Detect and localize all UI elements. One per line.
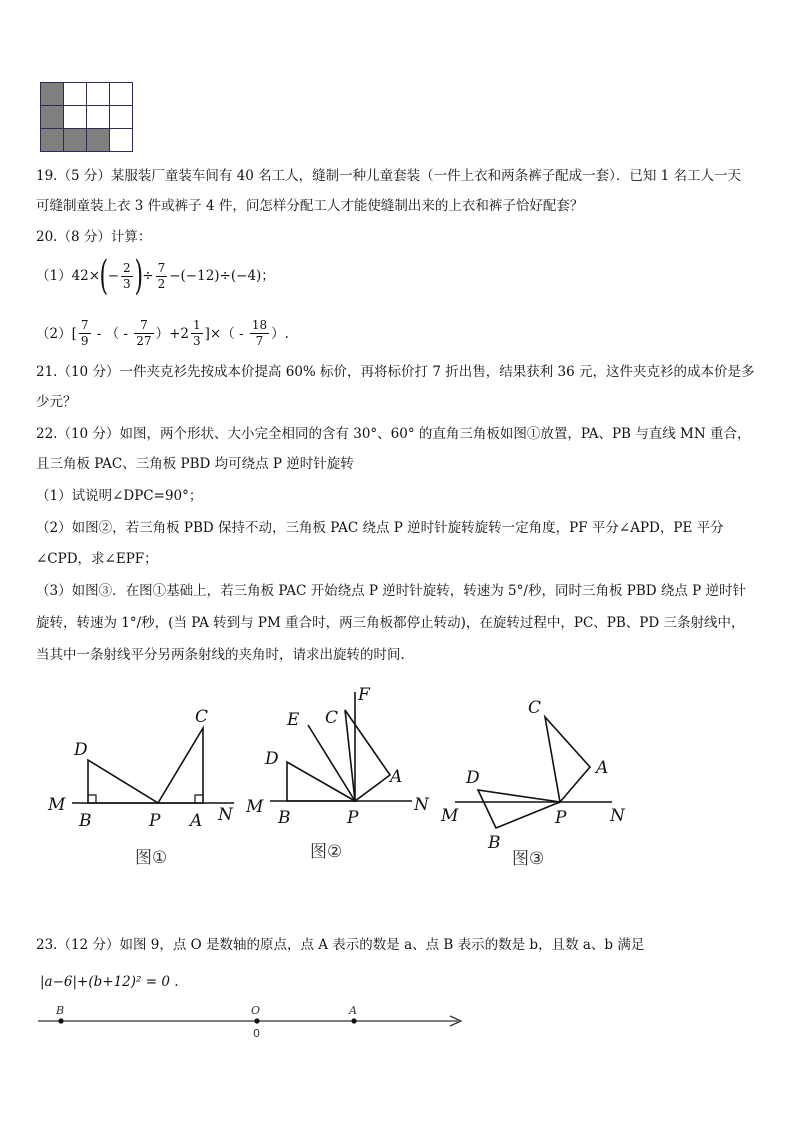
grid-cell bbox=[87, 129, 110, 152]
q22-figures bbox=[0, 680, 794, 880]
fig2-label-e: E bbox=[287, 710, 300, 730]
fig1-label-m: M bbox=[48, 795, 66, 815]
fig3-label-d: D bbox=[466, 768, 480, 788]
fig2-label-a: A bbox=[390, 767, 403, 787]
grid-cell bbox=[110, 129, 133, 152]
fig3-label-m: M bbox=[441, 806, 459, 826]
origin-zero-label: 0 bbox=[253, 1027, 260, 1040]
q20-p2-frac4: $\frac{18}{7}$ bbox=[251, 318, 268, 348]
q22-sub3-line1: （3）如图③．在图①基础上，若三角板 PAC 开始绕点 P 逆时针旋转，转速为 5°/秒，同时三角板 PBD 绕点 P 逆时针 bbox=[36, 583, 747, 599]
fig1-label-b: B bbox=[79, 811, 92, 831]
fig1-triangle-pbd bbox=[88, 760, 158, 803]
fig3-label-a: A bbox=[596, 758, 609, 778]
q22-sub2-line1: （2）如图②，若三角板 PBD 保持不动，三角板 PAC 绕点 P 逆时针旋转旋转一定角度，PF 平分∠APD，PE 平分 bbox=[36, 520, 724, 536]
fig1-label-d: D bbox=[74, 740, 88, 760]
grid-cell bbox=[41, 83, 64, 106]
q20-p1-a: 42× bbox=[71, 268, 101, 284]
point-b bbox=[58, 1018, 63, 1023]
q20-p1-frac1: $\frac{2}{3}$ bbox=[123, 260, 131, 291]
q22-sub3-line2: 旋转，转速为 1°/秒，(当 PA 转到与 PM 重合时，两三角板都停止转动)，在旋转过程中，PC、PB、PD 三条射线中， bbox=[36, 615, 745, 631]
q20-p2-frac1: $\frac{7}{9}$ bbox=[80, 318, 89, 348]
fig1-label-c: C bbox=[195, 707, 209, 727]
q20-p2-b: - （ - bbox=[92, 325, 133, 342]
q23-equation: |a−6|+(b+12)² = 0 . bbox=[40, 974, 179, 990]
q19-line2: 可缝制童装上衣 3 件或裤子 4 件，问怎样分配工人才能使缝制出来的上衣和裤子恰好配套？ bbox=[36, 198, 584, 214]
q20-p2-c: ）+2 bbox=[155, 325, 189, 342]
grid-cell bbox=[64, 106, 87, 129]
point-a-label: A bbox=[349, 1004, 357, 1017]
fig3-triangle-pac bbox=[545, 717, 590, 802]
grid-cell bbox=[41, 129, 64, 152]
q21-line1: 21.（10 分）一件夹克衫先按成本价提高 60% 标价，再将标价打 7 折出售，结果获利 36 元，这件夹克衫的成本价是多 bbox=[36, 364, 755, 380]
q22-line2: 且三角板 PAC、三角板 PBD 均可绕点 P 逆时针旋转 bbox=[36, 456, 354, 472]
fig1-label-a: A bbox=[190, 811, 203, 831]
fig2-label-c: C bbox=[325, 708, 339, 728]
fig3-label-n: N bbox=[610, 806, 625, 826]
grid-cell bbox=[110, 83, 133, 106]
fig1-caption: 图① bbox=[135, 848, 168, 868]
fig2-label-b: B bbox=[278, 808, 291, 828]
fig1-label-p: P bbox=[149, 811, 161, 831]
point-b-label: B bbox=[56, 1004, 65, 1017]
q22-sub3-line3: 当其中一条射线平分另两条射线的夹角时，请求出旋转的时间. bbox=[36, 647, 405, 663]
q20-heading: 20.（8 分）计算： bbox=[36, 229, 152, 245]
number-line bbox=[0, 1000, 794, 1050]
q20-p2-frac3: $\frac{1}{3}$ bbox=[192, 318, 201, 348]
q20-p1-label: （1） bbox=[36, 268, 72, 284]
q23-line1: 23.（12 分）如图 9，点 O 是数轴的原点，点 A 表示的数是 a、点 B 表示的数是 b，且数 a、b 满足 bbox=[36, 937, 645, 953]
shaded-grid bbox=[40, 82, 133, 152]
fig3-label-b: B bbox=[488, 833, 501, 853]
fig2-caption: 图② bbox=[310, 842, 343, 862]
fig2-label-f: F bbox=[358, 685, 370, 705]
q19-line1: 19.（5 分）某服装厂童装车间有 40 名工人，缝制一种儿童套装（一件上衣和两条裤子配成一套）．已知 1 名工人一天 bbox=[36, 168, 742, 184]
grid-cell bbox=[64, 129, 87, 152]
grid-cell bbox=[64, 83, 87, 106]
grid-cell bbox=[110, 106, 133, 129]
q20-p2-e: ）. bbox=[271, 325, 289, 342]
fig3-label-c: C bbox=[528, 698, 542, 718]
grid-cell bbox=[87, 106, 110, 129]
q20-p1-b: ÷ bbox=[142, 268, 154, 284]
q20-p1-frac2: $\frac{7}{2}$ bbox=[157, 260, 166, 291]
grid-cell bbox=[41, 106, 64, 129]
fig1-triangle-pac bbox=[158, 728, 203, 803]
fig2-label-n: N bbox=[414, 795, 429, 815]
q22-line1: 22.（10 分）如图，两个形状、大小完全相同的含有 30°、60° 的直角三角板如图①放置，PA、PB 与直线 MN 重合， bbox=[36, 426, 751, 442]
fig2-triangle-pac bbox=[345, 710, 390, 801]
fig2-triangle-pbd bbox=[287, 762, 355, 801]
fig2-label-p: P bbox=[347, 808, 359, 828]
fig1-label-n: N bbox=[218, 805, 233, 825]
point-o-label: O bbox=[251, 1004, 261, 1017]
fig1-right-angle-a bbox=[195, 795, 203, 803]
fig2-label-m: M bbox=[246, 797, 264, 817]
grid-cell bbox=[87, 83, 110, 106]
q20-p2-frac2: $\frac{7}{27}$ bbox=[136, 318, 152, 348]
q20-part2 bbox=[36, 318, 289, 349]
point-o bbox=[254, 1018, 259, 1023]
fig3-caption: 图③ bbox=[512, 849, 545, 869]
fig2-label-d: D bbox=[265, 749, 279, 769]
q22-sub2-line2: ∠CPD，求∠EPF； bbox=[36, 551, 158, 567]
q22-sub1: （1）试说明∠DPC=90°； bbox=[36, 488, 203, 504]
point-a bbox=[351, 1018, 356, 1023]
q20-part1: （1） 42× ( − $\frac{2}{3}$ ) ÷ $\frac{7}{2}$ −(−12)÷(−4)； bbox=[36, 253, 275, 299]
q21-line2: 少元？ bbox=[36, 394, 77, 410]
q20-p2-d: ]×（ - bbox=[204, 325, 248, 342]
q20-p2-label: （2）[ bbox=[36, 325, 77, 342]
fig3-label-p: P bbox=[555, 808, 567, 828]
q20-p1-c: −(−12)÷(−4)； bbox=[169, 268, 275, 284]
fig1-right-angle-b bbox=[88, 795, 96, 803]
fig3-triangle-pbd bbox=[478, 790, 560, 828]
